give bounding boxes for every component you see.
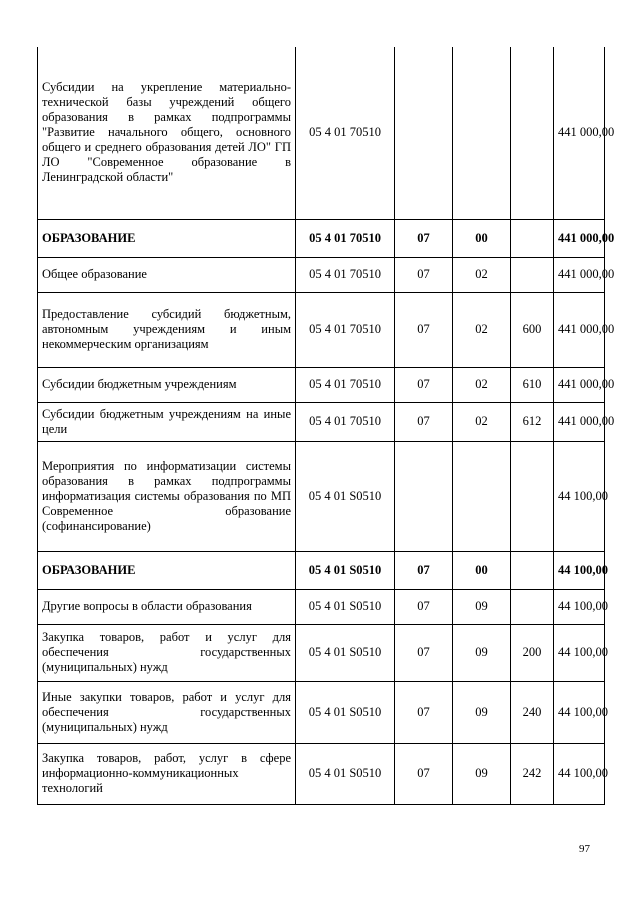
row-name: ОБРАЗОВАНИЕ: [38, 551, 296, 589]
page-number: 97: [579, 843, 590, 855]
row-code: 05 4 01 S0510: [296, 624, 395, 681]
row-subsection: 09: [453, 681, 511, 743]
table-row: [38, 47, 605, 219]
row-subsection: [453, 441, 511, 551]
row-amount: 44 100,00: [554, 681, 605, 743]
row-code: 05 4 01 S0510: [296, 743, 395, 804]
row-subsection: [453, 47, 511, 219]
row-subsection: 00: [453, 219, 511, 257]
row-code: 05 4 01 S0510: [296, 589, 395, 624]
row-type: [511, 441, 554, 551]
row-name: Другие вопросы в области образования: [38, 589, 296, 624]
row-type: [511, 219, 554, 257]
row-subsection: 09: [453, 589, 511, 624]
row-name: Закупка товаров, работ и услуг для обеспечения государственных (муниципальных) нужд: [38, 624, 296, 681]
table-row: [38, 624, 605, 681]
table-row: [38, 402, 605, 441]
row-section: 07: [395, 551, 453, 589]
row-code: 05 4 01 70510: [296, 257, 395, 292]
row-name: Субсидии на укрепление материально-технической базы учреждений общего образования в рамках подпрограммы "Развитие начального общего, основного общего и среднего образования детей ЛО" ГП ЛО "Современное образование в Ленинградской области": [38, 47, 296, 219]
row-name: Субсидии бюджетным учреждениям на иные цели: [38, 402, 296, 441]
row-code: 05 4 01 70510: [296, 219, 395, 257]
row-amount: 441 000,00: [554, 257, 605, 292]
row-subsection: 02: [453, 402, 511, 441]
row-amount: 44 100,00: [554, 743, 605, 804]
row-type: 600: [511, 292, 554, 367]
row-subsection: 02: [453, 257, 511, 292]
row-code: 05 4 01 70510: [296, 367, 395, 402]
row-amount: 441 000,00: [554, 367, 605, 402]
row-section: 07: [395, 743, 453, 804]
table-row: [38, 743, 605, 804]
row-type: 610: [511, 367, 554, 402]
row-section: 07: [395, 257, 453, 292]
table-row: [38, 589, 605, 624]
row-code: 05 4 01 70510: [296, 402, 395, 441]
row-section: 07: [395, 681, 453, 743]
row-name: Общее образование: [38, 257, 296, 292]
table-row: [38, 681, 605, 743]
row-type: 240: [511, 681, 554, 743]
budget-table: [37, 47, 615, 805]
row-subsection: 00: [453, 551, 511, 589]
row-amount: 441 000,00: [554, 292, 605, 367]
table-row: [38, 292, 605, 367]
row-name: ОБРАЗОВАНИЕ: [38, 219, 296, 257]
row-amount: 441 000,00: [554, 47, 605, 219]
row-type: [511, 47, 554, 219]
row-amount: 441 000,00: [554, 219, 605, 257]
row-subsection: 02: [453, 292, 511, 367]
table-row: [38, 367, 605, 402]
row-type: [511, 257, 554, 292]
row-section: [395, 441, 453, 551]
row-code: 05 4 01 S0510: [296, 681, 395, 743]
table-row: [38, 441, 605, 551]
row-section: 07: [395, 589, 453, 624]
row-section: 07: [395, 624, 453, 681]
row-amount: 44 100,00: [554, 441, 605, 551]
table-row: [38, 219, 605, 257]
row-type: [511, 589, 554, 624]
row-section: [395, 47, 453, 219]
row-code: 05 4 01 S0510: [296, 551, 395, 589]
row-code: 05 4 01 70510: [296, 47, 395, 219]
row-section: 07: [395, 402, 453, 441]
row-subsection: 09: [453, 743, 511, 804]
row-amount: 44 100,00: [554, 589, 605, 624]
row-type: [511, 551, 554, 589]
row-name: Закупка товаров, работ, услуг в сфере информационно-коммуникационных технологий: [38, 743, 296, 804]
row-amount: 441 000,00: [554, 402, 605, 441]
row-name: Предоставление субсидий бюджетным, автономным учреждениям и иным некоммерческим организациям: [38, 292, 296, 367]
row-name: Иные закупки товаров, работ и услуг для обеспечения государственных (муниципальных) нужд: [38, 681, 296, 743]
row-section: 07: [395, 219, 453, 257]
row-amount: 44 100,00: [554, 624, 605, 681]
table-row: [38, 551, 605, 589]
row-code: 05 4 01 70510: [296, 292, 395, 367]
row-section: 07: [395, 292, 453, 367]
row-type: 242: [511, 743, 554, 804]
row-subsection: 09: [453, 624, 511, 681]
row-type: 612: [511, 402, 554, 441]
table-row: [38, 257, 605, 292]
row-amount: 44 100,00: [554, 551, 605, 589]
row-section: 07: [395, 367, 453, 402]
row-name: Мероприятия по информатизации системы образования в рамках подпрограммы информатизация системы образования по МП Современное образование (софинансирование): [38, 441, 296, 551]
row-type: 200: [511, 624, 554, 681]
row-code: 05 4 01 S0510: [296, 441, 395, 551]
row-name: Субсидии бюджетным учреждениям: [38, 367, 296, 402]
row-subsection: 02: [453, 367, 511, 402]
